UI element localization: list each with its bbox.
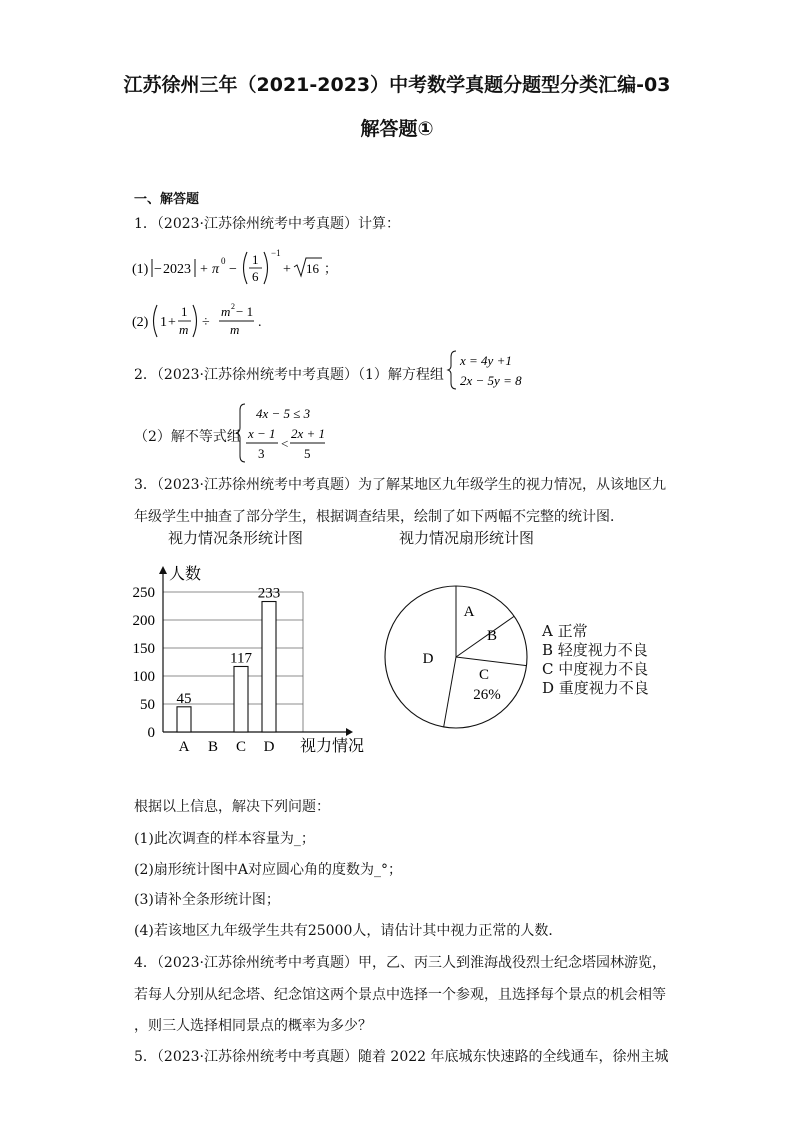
q5-line1: 5．（2023·江苏徐州统考中考真题）随着 2022 年底城东快速路的全线通车，徐州主城 (134, 1049, 669, 1065)
q2-system (448, 348, 538, 392)
q2-ineq2-num2: 2x + 1 (291, 426, 326, 441)
legend-item-b: B 轻度视力不良 (542, 641, 648, 659)
q1-expr1 (130, 242, 338, 292)
pie-label-a: A (463, 604, 475, 620)
bar-chart (120, 555, 380, 760)
q4-line2: 若每人分别从纪念塔、纪念馆这两个景点中选择一个参观，且选择每个景点的机会相等 (134, 987, 666, 1003)
doc-title-line2: 解答题① (360, 118, 434, 140)
y-tick-label: 100 (132, 669, 155, 685)
q1-p2-end: . (258, 315, 262, 330)
q1-p1-abs: 2023 (163, 262, 191, 277)
q2-ineq1: 4x − 5 ≤ 3 (256, 406, 311, 421)
q3-sub1: (1)此次调查的样本容量为_； (134, 831, 315, 847)
q3-stem-line1: 3．（2023·江苏徐州统考中考真题）为了解某地区九年级学生的视力情况，从该地区九 (134, 477, 666, 493)
q4-line3: ，则三人选择相同景点的概率为多少？ (134, 1018, 372, 1034)
q2-ineq2-num1: x − 1 (248, 426, 276, 441)
x-tick-label: B (207, 739, 219, 755)
q1-p2-label: (2) (132, 315, 149, 330)
q1-p2-minus1: − 1 (236, 304, 254, 319)
bar-a (177, 707, 191, 732)
y-tick-label: 250 (132, 585, 155, 601)
svg-text:+: + (200, 262, 208, 277)
svg-text:+: + (283, 262, 291, 277)
legend-item-c: C 中度视力不良 (542, 660, 649, 678)
x-tick-label: C (235, 739, 247, 755)
q1-p2-one: 1 (160, 315, 167, 330)
q2-eq2: 2x − 5y = 8 (460, 373, 522, 388)
y-tick-label: 50 (140, 697, 155, 713)
x-axis-label: 视力情况 (300, 738, 365, 755)
svg-text:−: − (154, 262, 162, 277)
q1-p2-den2: m (230, 322, 240, 337)
legend-item-d: D 重度视力不良 (542, 679, 649, 697)
y-axis-label: 人数 (169, 566, 202, 583)
x-tick-label: D (263, 739, 275, 755)
y-tick-label: 200 (132, 613, 155, 629)
q1-p1-label: (1) (132, 262, 149, 277)
data-label-a: 45 (176, 690, 192, 707)
q1-p2-num: 1 (181, 304, 188, 319)
y-tick-label: 150 (132, 641, 155, 657)
q1-expr2 (130, 295, 290, 345)
q1-p1-pi: π (212, 262, 220, 277)
pie-chart-title: 视力情况扇形统计图 (399, 529, 535, 547)
q1-p2-den: m (179, 322, 189, 337)
x-axis-arrow (346, 728, 353, 736)
legend-item-a: A 正常 (542, 622, 588, 640)
doc-title-line1: 江苏徐州三年（2021-2023）中考数学真题分题型分类汇编-03 (123, 74, 671, 96)
pie-label-b: B (486, 628, 498, 644)
q3-intro: 根据以上信息，解决下列问题： (134, 799, 330, 815)
q1-p1-exp: −1 (271, 248, 281, 258)
y-axis-arrow (159, 566, 167, 574)
q1-stem: 1．（2023·江苏徐州统考中考真题）计算： (134, 216, 400, 232)
q2-eq1: x = 4y +1 (460, 353, 512, 368)
pie-label-c: C (478, 667, 490, 683)
svg-text:÷: ÷ (202, 315, 210, 330)
q2-stem: 2．（2023·江苏徐州统考中考真题）（1）解方程组 (134, 367, 444, 383)
q3-sub4: (4)若该地区九年级学生共有25000人，请估计其中视力正常的人数． (134, 923, 563, 939)
q1-p2-num2: m (221, 304, 231, 319)
q1-p1-end: ； (324, 261, 338, 276)
q2-ineq2-den1: 3 (258, 446, 265, 461)
q1-p1-den: 6 (252, 269, 259, 284)
q3-stem-line2: 年级学生中抽查了部分学生，根据调查结果，绘制了如下两幅不完整的统计图． (134, 509, 624, 525)
bar-d (262, 602, 276, 732)
q1-p1-exp0: 0 (221, 256, 226, 266)
bar-chart-title: 视力情况条形统计图 (168, 529, 304, 547)
section-heading: 一、解答题 (134, 192, 200, 207)
q2-ineq2-lt: < (281, 436, 289, 451)
svg-text:+: + (168, 315, 176, 330)
data-label-c: 117 (230, 650, 252, 667)
q2-inequalities (236, 402, 336, 464)
pie-value-c: 26% (473, 687, 501, 703)
q2-part2: （2）解不等式组 (134, 429, 241, 445)
q4-line1: 4．（2023·江苏徐州统考中考真题）甲，乙、丙三人到淮海战役烈士纪念塔园林游览， (134, 955, 666, 971)
q1-p2-exp: 2 (231, 302, 235, 311)
pie-chart (380, 585, 530, 730)
q3-sub2: (2)扇形统计图中A对应圆心角的度数为_°； (134, 862, 402, 878)
q1-p1-num: 1 (252, 252, 259, 267)
data-label-d: 233 (257, 585, 281, 602)
pie-label-d: D (422, 651, 434, 667)
q2-ineq2-den2: 5 (304, 446, 311, 461)
bar-c (234, 666, 248, 732)
svg-text:−: − (229, 262, 237, 277)
x-tick-label: A (178, 739, 190, 755)
y-tick-label: 0 (147, 725, 155, 741)
q3-sub3: (3)请补全条形统计图； (134, 892, 280, 908)
pie-legend (542, 622, 649, 698)
q1-p1-sqrt: 16 (306, 261, 319, 276)
